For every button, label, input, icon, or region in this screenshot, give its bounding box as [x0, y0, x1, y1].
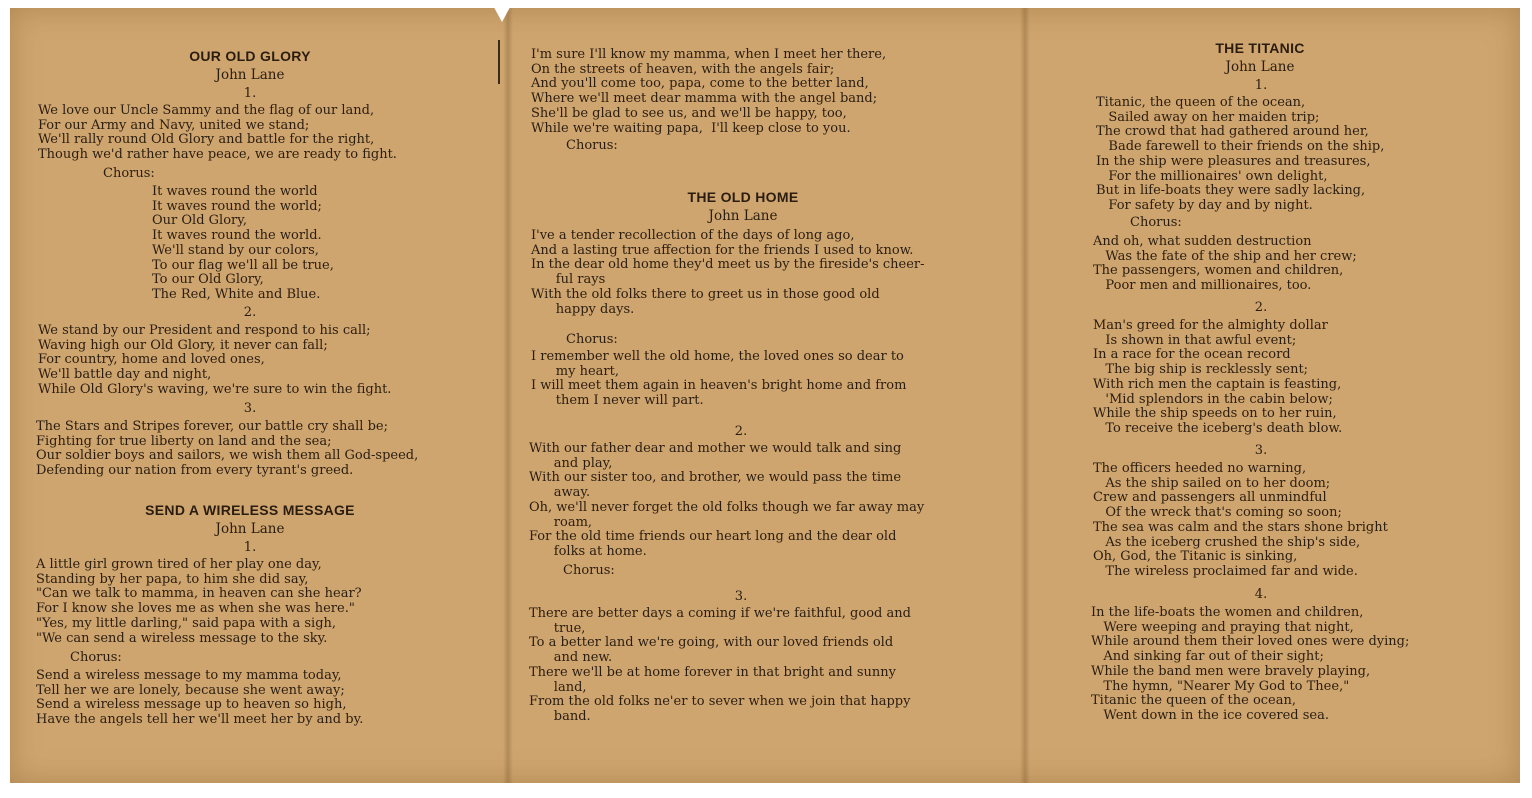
torn-notch — [490, 0, 514, 22]
fold-crease-left — [503, 8, 513, 783]
chorus-label: Chorus: — [1130, 215, 1182, 230]
verse: Titanic, the queen of the ocean, Sailed away on her maiden trip; The crowd that had gathered around her, Bade farewell to their friends on the ship, In the ship were pleasures and treasures, For the millionaires' own delight, But in life-boats they were sadly lacking, For safety by day and by night. — [1096, 95, 1385, 213]
chorus-label: Chorus: — [563, 563, 615, 578]
verse: There are better days a coming if we're faithful, good and true, To a better land we're going, with our loved friends old and new. There we'll be at home forever in that bright and sunny land, From the old folks ne'er to sever when we join that happy band. — [529, 606, 911, 724]
verse-number: 4. — [1254, 587, 1268, 602]
middle-panel — [513, 8, 1020, 783]
chorus-label: Chorus: — [70, 650, 122, 665]
song-author: John Lane — [708, 208, 778, 224]
verse-number: 3. — [734, 589, 748, 604]
verse: We stand by our President and respond to his call; Waving high our Old Glory, it never can fall; For country, home and loved ones, We'll battle day and night, While Old Glory's waving, we're sure to win the fight. — [38, 323, 392, 397]
chorus-label: Chorus: — [566, 138, 618, 153]
verse-number: 1. — [243, 540, 257, 555]
verse: In the life-boats the women and children, Were weeping and praying that night, While around them their loved ones were dying; And sinking far out of their sight; While the band men were bravely playing, The hymn, "Nearer My God to Thee," Titanic the queen of the ocean, Went down in the ice covered sea. — [1091, 605, 1410, 723]
verse: I'm sure I'll know my mamma, when I meet her there, On the streets of heaven, with the angels fair; And you'll come too, papa, come to the better land, Where we'll meet dear mamma with the angel band; She'll be glad to see us, and we'll be happy, too, While we're waiting papa, I'll keep close to you. — [531, 47, 887, 136]
chorus: It waves round the world It waves round the world; Our Old Glory, It waves round the world. We'll stand by our colors, To our flag we'll all be true, To our Old Glory, The Red, White and Blue. — [152, 184, 334, 302]
verse-number: 3. — [243, 401, 257, 416]
verse: The officers heeded no warning, As the ship sailed on to her doom; Crew and passengers all unmindful Of the wreck that's coming so soon; The sea was calm and the stars shone bright As the iceberg crushed the ship's side, Oh, God, the Titanic is sinking, The wireless proclaimed far and wide. — [1093, 461, 1388, 579]
chorus-label: Chorus: — [566, 332, 618, 347]
song-title: SEND A WIRELESS MESSAGE — [145, 502, 355, 518]
chorus: And oh, what sudden destruction Was the fate of the ship and her crew; The passengers, women and children, Poor men and millionaires, too. — [1093, 234, 1357, 294]
song-author: John Lane — [1225, 59, 1295, 75]
verse: The Stars and Stripes forever, our battle cry shall be; Fighting for true liberty on land and the sea; Our soldier boys and sailors, we wish them all God-speed, Defending our nation from every tyrant's greed. — [36, 419, 419, 479]
left-panel — [10, 8, 503, 783]
verse-number: 3. — [1254, 443, 1268, 458]
verse-number: 1. — [1254, 78, 1268, 93]
verse-number: 2. — [1254, 300, 1268, 315]
song-title: OUR OLD GLORY — [189, 48, 311, 64]
verse: A little girl grown tired of her play one day, Standing by her papa, to him she did say, "Can we talk to mamma, in heaven can she hear? For I know she loves me as when she was here." "Yes, my little darling," said papa with a sigh, "We can send a wireless message to the sky. — [36, 557, 362, 646]
verse-number: 1. — [243, 86, 257, 101]
verse-number: 2. — [734, 424, 748, 439]
fold-crease-right — [1020, 8, 1030, 783]
song-title: THE OLD HOME — [687, 189, 799, 205]
chorus: Send a wireless message to my mamma today, Tell her we are lonely, because she went away; Send a wireless message up to heaven so high, Have the angels tell her we'll meet her by and by. — [36, 668, 364, 728]
verse: With our father dear and mother we would talk and sing and play, With our sister too, and brother, we would pass the time away. Oh, we'll never forget the old folks though we far away may roam, For the old time friends our heart long and the dear old folks at home. — [529, 441, 925, 559]
song-author: John Lane — [215, 521, 285, 537]
verse: We love our Uncle Sammy and the flag of our land, For our Army and Navy, united we stand; We'll rally round Old Glory and battle for the right, Though we'd rather have peace, we are ready to fight. — [38, 103, 397, 163]
song-sheet — [10, 8, 1520, 783]
verse: Man's greed for the almighty dollar Is shown in that awful event; In a race for the ocean record The big ship is recklessly sent; With rich men the captain is feasting, 'Mid splendors in the cabin below; While the ship speeds on to her ruin, To receive the iceberg's death blow. — [1093, 318, 1343, 436]
right-panel — [1030, 8, 1520, 783]
song-title: THE TITANIC — [1215, 40, 1305, 56]
chorus-label: Chorus: — [103, 166, 155, 181]
verse-number: 2. — [243, 305, 257, 320]
verse: I've a tender recollection of the days of long ago, And a lasting true affection for the friends I used to know. In the dear old home they'd meet us by the fireside's cheer- ful rays With the old folks there to greet us in those good old happy days. — [531, 228, 925, 317]
song-author: John Lane — [215, 67, 285, 83]
chorus: I remember well the old home, the loved ones so dear to my heart, I will meet them again in heaven's bright home and from them I never will part. — [531, 349, 907, 409]
